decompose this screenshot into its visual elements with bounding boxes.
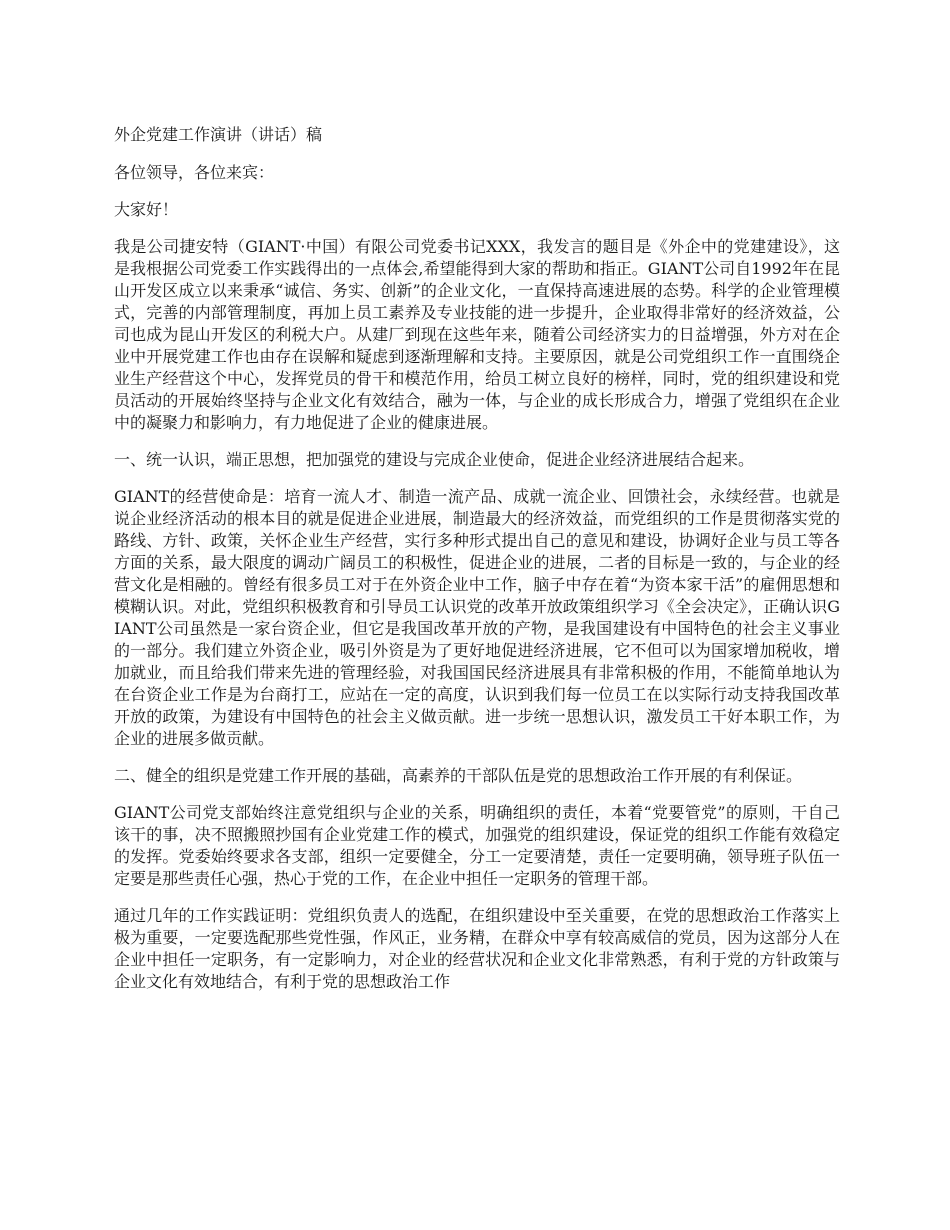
paragraph-intro: 我是公司捷安特（GIANT·中国）有限公司党委书记XXX，我发言的题目是《外企中的党建建设》，这是我根据公司党委工作实践得出的一点体会,希望能得到大家的帮助和指正。GIANT公司自1992年在昆山开发区成立以来秉承“诚信、务实、创新”的企业文化，一直保持高速进展的态势。科学的企业管理模式，完善的内部管理制度，再加上员工素养及专业技能的进一步提升，企业取得非常好的经济效益，公司也成为昆山开发区的利税大户。从建厂到现在这些年来，随着公司经济实力的日益增强，外方对在企业中开展党建工作也由存在误解和疑虑到逐渐理解和支持。主要原因，就是公司党组织工作一直围绕企业生产经营这个中心，发挥党员的骨干和模范作用，给员工树立良好的榜样，同时，党的组织建设和党员活动的开展始终坚持与企业文化有效结合，融为一体，与企业的成长形成合力，增强了党组织在企业中的凝聚力和影响力，有力地促进了企业的健康进展。 <box>114 237 840 432</box>
paragraph-mission: GIANT的经营使命是：培育一流人才、制造一流产品、成就一流企业、回馈社会，永续经营。也就是说企业经济活动的根本目的就是促进企业进展，制造最大的经济效益，而党组织的工作是贯彻落实党的路线、方针、政策，关怀企业生产经营，实行多种形式提出自己的意见和建设，协调好企业与员工等各方面的关系，最大限度的调动广阔员工的积极性，促进企业的进展，二者的目标是一致的，与企业的经营文化是相融的。曾经有很多员工对于在外资企业中工作，脑子中存在着“为资本家干活”的雇佣思想和模糊认识。对此，党组织积极教育和引导员工认识党的改革开放政策组织学习《全会决定》，正确认识GIANT公司虽然是一家台资企业，但它是我国改革开放的产物，是我国建设有中国特色的社会主义事业的一部分。我们建立外资企业，吸引外资是为了更好地促进经济进展，它不但可以为国家增加税收，增加就业，而且给我们带来先进的管理经验，对我国国民经济进展具有非常积极的作用，不能简单地认为在台资企业工作是为台商打工，应站在一定的高度，认识到我们每一位员工在以实际行动支持我国改革开放的政策，为建设有中国特色的社会主义做贡献。进一步统一思想认识，激发员工干好本职工作，为企业的进展多做贡献。 <box>114 487 840 748</box>
document-body <box>114 124 840 1008</box>
document-title: 外企党建工作演讲（讲话）稿 <box>114 125 323 144</box>
salutation: 各位领导，各位来宾： <box>114 163 275 182</box>
section-heading-2: 二、健全的组织是党建工作开展的基础，高素养的干部队伍是党的思想政治工作开展的有利保证。 <box>114 766 803 785</box>
paragraph-practice: 通过几年的工作实践证明：党组织负责人的选配，在组织建设中至关重要，在党的思想政治工作落实上极为重要，一定要选配那些党性强，作风正，业务精，在群众中享有较高威信的党员，因为这部分人在企业中担任一定职务，有一定影响力，对企业的经营状况和企业文化非常熟悉，有利于党的方针政策与企业文化有效地结合，有利于党的思想政治工作 <box>114 906 840 991</box>
section-heading-1: 一、统一认识，端正思想，把加强党的建设与完成企业使命，促进企业经济进展结合起来。 <box>114 450 755 469</box>
paragraph-organization: GIANT公司党支部始终注意党组织与企业的关系，明确组织的责任，本着“党要管党”的原则，干自己该干的事，决不照搬照抄国有企业党建工作的模式，加强党的组织建设，保证党的组织工作能有效稳定的发挥。党委始终要求各支部，组织一定要健全，分工一定要清楚，责任一定要明确，领导班子队伍一定要是那些责任心强，热心于党的工作，在企业中担任一定职务的管理干部。 <box>114 803 840 888</box>
greeting: 大家好！ <box>114 200 179 219</box>
